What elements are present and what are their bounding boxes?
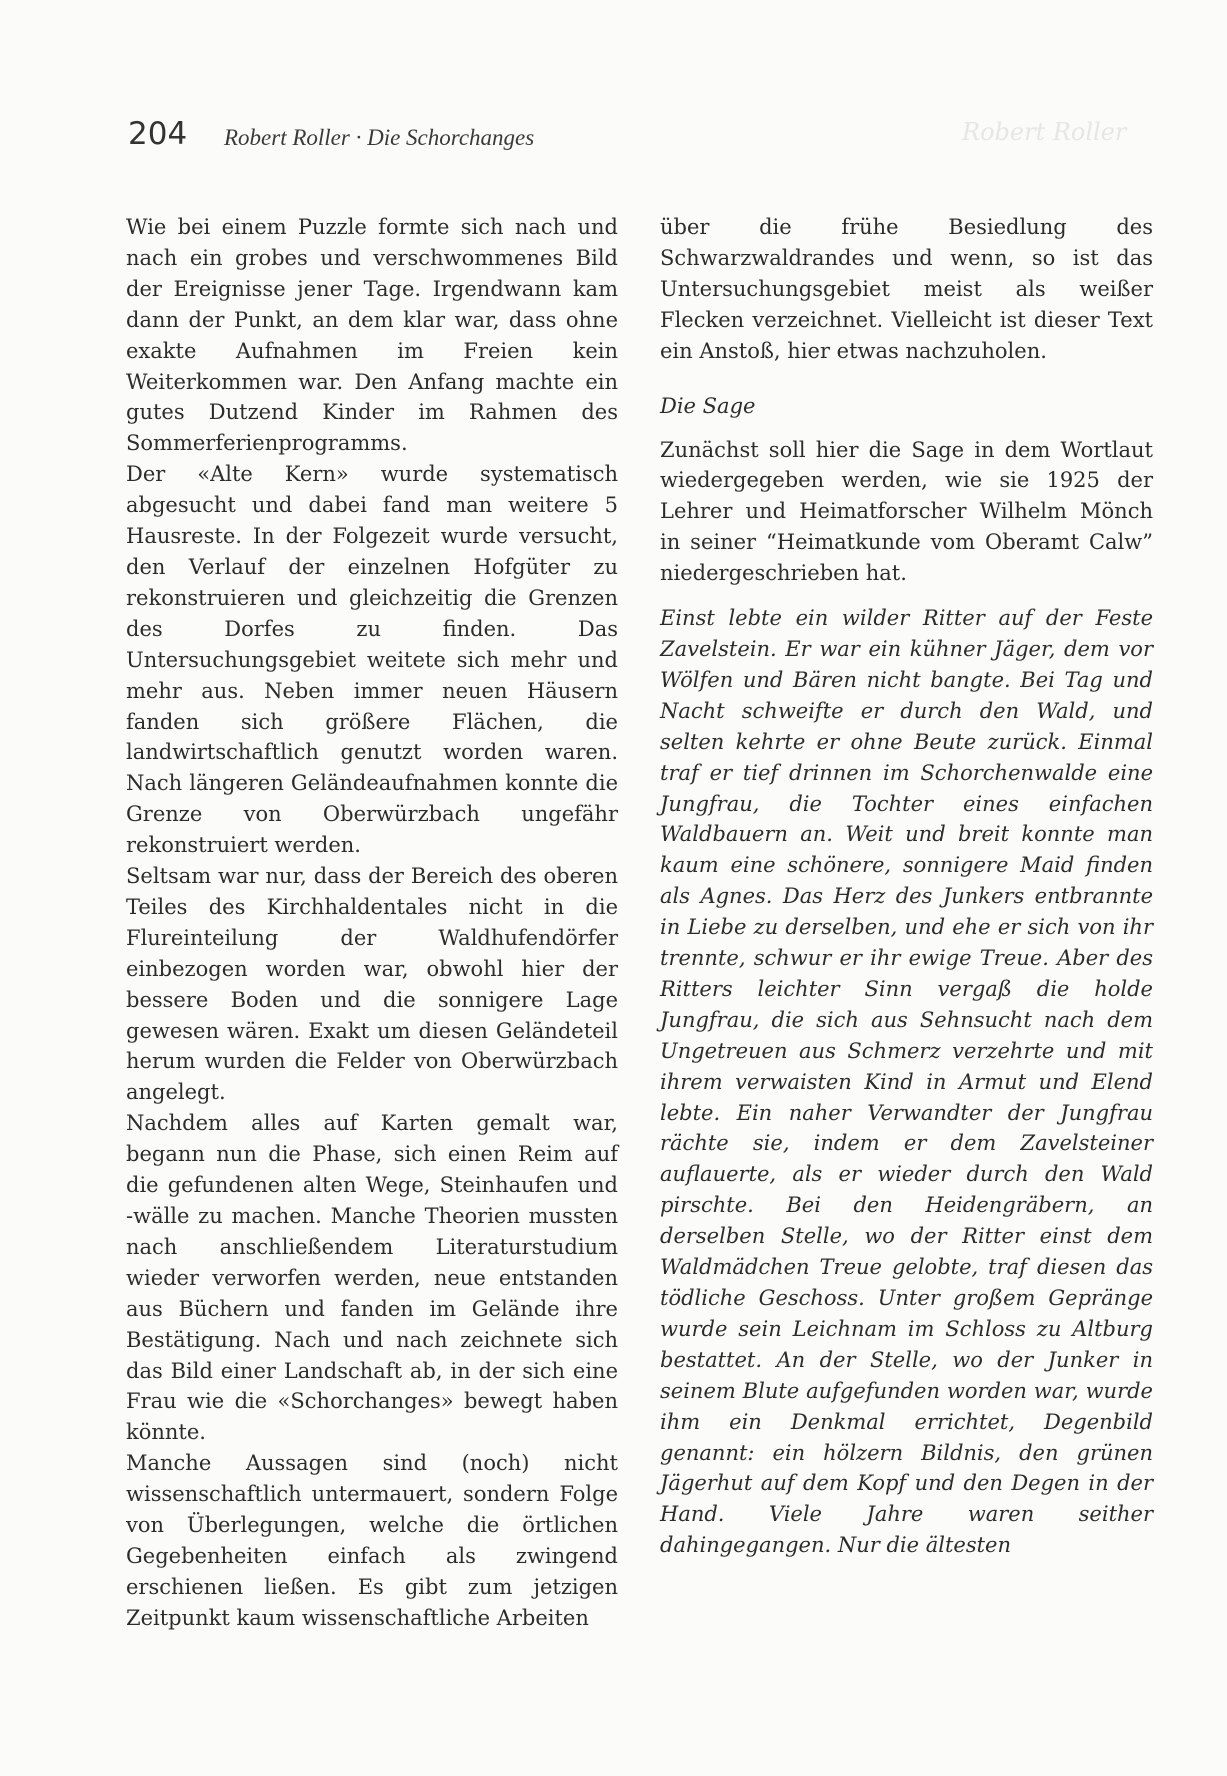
paragraph: Nachdem alles auf Karten gemalt war, begann nun die Phase, sich einen Reim auf die gefundenen alten Wege, Steinhaufen und -wälle zu machen. Manche Theorien mussten nach anschließendem Literaturstudium wieder verworfen werden, neue entstanden aus Büchern und fanden im Gelände ihre Bestätigung. Nach und nach zeichnete sich das Bild einer Landschaft ab, in der sich eine Frau wie die «Schorchanges» bewegt haben könnte. [126,1111,618,1445]
running-head: Robert Roller · Die Schorchanges [224,125,535,150]
section-heading: Die Sage [660,393,756,418]
page-number: 204 [128,116,188,152]
paragraph: Zunächst soll hier die Sage in dem Wortlaut wiedergegeben werden, wie sie 1925 der Lehrer und Heimatforscher Wilhelm Mönch in seiner “Heimatkunde vom Oberamt Calw” niedergeschrieben hat. [660,437,1153,586]
left-column [126,212,618,1634]
paragraph: über die frühe Besiedlung des Schwarzwaldrandes und wenn, so ist das Untersuchungsgebiet meist als weißer Flecken verzeichnet. Vielleicht ist dieser Text ein Anstoß, hier etwas nachzuholen. [660,215,1153,363]
bleed-through-text: Robert Roller [962,118,1127,146]
sage-quote: Einst lebte ein wilder Ritter auf der Feste Zavelstein. Er war ein kühner Jäger, dem vor Wölfen und Bären nicht bangte. Bei Tag und Nacht schweifte er durch den Wald, und selten kehrte er ohne Beute zurück. Einmal traf er tief drinnen im Schorchenwalde eine Jungfrau, die Tochter eines einfachen Waldbauern an. Weit und breit konnte man kaum eine schönere, sonnigere Maid finden als Agnes. Das Herz des Junkers entbrannte in Liebe zu derselben, und ehe er sich von ihr trennte, schwur er ihr ewige Treue. Aber des Ritters leichter Sinn vergaß die holde Jungfrau, die sich aus Sehnsucht nach dem Ungetreuen aus Schmerz verzehrte und mit ihrem verwaisten Kind in Armut und Elend lebte. Ein naher Verwandter der Jungfrau rächte sie, indem er dem Zavelsteiner auflauerte, als er wieder durch den Wald pirschte. Bei den Heidengräbern, an derselben Stelle, wo der Ritter einst dem Waldmädchen Treue gelobte, traf diesen das tödliche Geschoss. Unter großem Gepränge wurde sein Leichnam im Schloss zu Altburg bestattet. An der Stelle, wo der Junker in seinem Blute aufgefunden worden war, wurde ihm ein Denkmal errichtet, Degenbild genannt: ein hölzern Bildnis, den grünen Jägerhut auf dem Kopf und den Degen in der Hand. Viele Jahre waren seither dahingegangen. Nur die ältesten [660,606,1153,1558]
paragraph: Seltsam war nur, dass der Bereich des oberen Teiles des Kirchhaldentales nicht in die Flureinteilung der Waldhufendörfer einbezogen worden war, obwohl hier der bessere Boden und die sonnigere Lage gewesen wären. Exakt um diesen Geländeteil herum wurden die Felder von Oberwürzbach angelegt. [126,864,618,1105]
paragraph: Wie bei einem Puzzle formte sich nach und nach ein grobes und verschwommenes Bild der Ereignisse jener Tage. Irgendwann kam dann der Punkt, an dem klar war, dass ohne exakte Aufnahmen im Freien kein Weiterkommen war. Den Anfang machte ein gutes Dutzend Kinder im Rahmen des Sommerferienprogramms. [126,215,618,456]
paragraph: Manche Aussagen sind (noch) nicht wissenschaftlich untermauert, sondern Folge von Überlegungen, welche die örtlichen Gegebenheiten einfach als zwingend erschienen ließen. Es gibt zum jetzigen Zeitpunkt kaum wissenschaftliche Arbeiten [126,1451,618,1630]
right-column [660,212,1153,1561]
paragraph: Der «Alte Kern» wurde systematisch abgesucht und dabei fand man weitere 5 Hausreste. In der Folgezeit wurde versucht, den Verlauf der einzelnen Hofgüter zu rekonstruieren und gleichzeitig die Grenzen des Dorfes zu finden. Das Untersuchungsgebiet weitete sich mehr und mehr aus. Neben immer neuen Häusern fanden sich größere Flächen, die landwirtschaftlich genutzt worden waren. Nach längeren Geländeaufnahmen konnte die Grenze von Oberwürzbach ungefähr rekonstruiert werden. [126,462,618,858]
